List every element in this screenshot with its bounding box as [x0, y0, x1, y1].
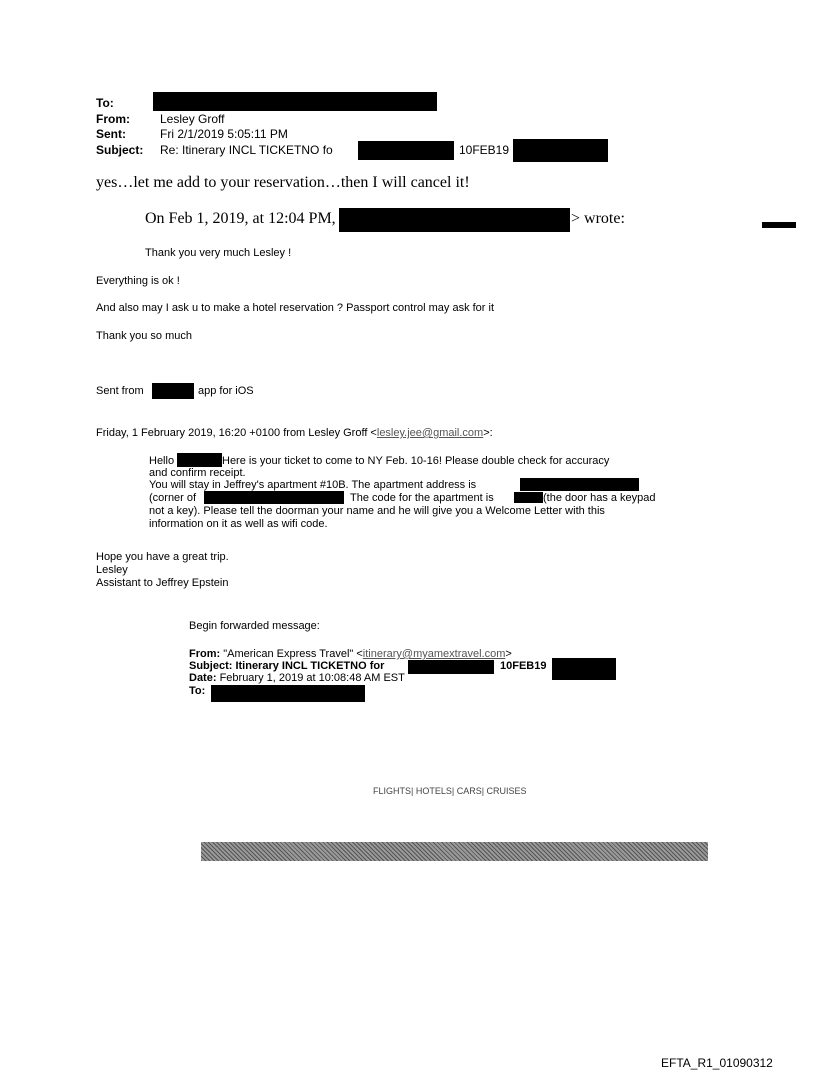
- redaction-bar: [358, 141, 454, 160]
- from-value: Lesley Groff: [160, 112, 225, 126]
- friday-prefix: Friday, 1 February 2019, 16:20 +0100 from Lesley Groff <: [96, 427, 377, 439]
- forwarded-begin: Begin forwarded message:: [189, 620, 320, 632]
- forwarded-subject-date: 10FEB19: [500, 660, 547, 672]
- forwarded-from-name: "American Express Travel" <: [220, 648, 363, 660]
- redaction-mark: [762, 222, 796, 228]
- sent-value: Fri 2/1/2019 5:05:11 PM: [160, 127, 288, 141]
- redaction-bar: [153, 92, 437, 111]
- forwarded-from-line: [189, 648, 512, 660]
- banner-image: [201, 842, 708, 861]
- sent-from-prefix: Sent from: [96, 385, 144, 397]
- travel-nav-links[interactable]: FLIGHTS| HOTELS| CARS| CRUISES: [373, 786, 527, 796]
- quote-on-suffix: > wrote:: [571, 210, 625, 227]
- redaction-bar: [204, 491, 344, 504]
- closing-line-1: Hope you have a great trip.: [96, 551, 229, 563]
- forwarded-date-value: February 1, 2019 at 10:08:48 AM EST: [216, 672, 405, 684]
- to-label: To:: [96, 96, 114, 110]
- forwarded-email-link[interactable]: itinerary@myamextravel.com: [362, 648, 506, 660]
- inner-line-3: You will stay in Jeffrey's apartment #10B. The apartment address is: [149, 479, 477, 491]
- forwarded-date-line: [189, 672, 405, 684]
- inner-line-5: not a key). Please tell the doorman your name and he will give you a Welcome Letter with this: [149, 505, 605, 517]
- redaction-bar: [408, 660, 494, 674]
- closing-line-3: Assistant to Jeffrey Epstein: [96, 577, 229, 589]
- subject-label: Subject:: [96, 143, 144, 157]
- friday-line: [96, 427, 493, 439]
- forwarded-date-label: Date:: [189, 672, 217, 684]
- redaction-bar: [552, 658, 616, 680]
- closing-line-2: Lesley: [96, 564, 128, 576]
- subject-prefix: Re: Itinerary INCL TICKETNO fo: [160, 143, 333, 157]
- quote-on-prefix: On Feb 1, 2019, at 12:04 PM,: [145, 210, 336, 227]
- forwarded-to-label: To:: [189, 685, 206, 697]
- redaction-bar: [339, 208, 570, 232]
- friday-suffix: >:: [483, 427, 493, 439]
- quote-line-3: And also may I ask u to make a hotel reservation ? Passport control may ask for it: [96, 302, 495, 314]
- hello-text: Hello: [149, 455, 175, 467]
- email-link[interactable]: lesley.jee@gmail.com: [376, 427, 484, 439]
- inner-line-1: Here is your ticket to come to NY Feb. 10-16! Please double check for accuracy: [222, 455, 610, 467]
- sent-from-suffix: app for iOS: [198, 385, 254, 397]
- inner-line-2: and confirm receipt.: [149, 467, 246, 479]
- inner-line-4a: (corner of: [149, 492, 197, 504]
- redaction-bar: [177, 453, 222, 467]
- redaction-bar: [513, 139, 608, 162]
- from-label: From:: [96, 112, 130, 126]
- quote-line-4: Thank you so much: [96, 330, 192, 342]
- redaction-bar: [520, 478, 639, 491]
- redaction-bar: [211, 685, 365, 702]
- forwarded-from-label: From:: [189, 648, 221, 660]
- inner-line-6: information on it as well as wifi code.: [149, 518, 328, 530]
- sent-label: Sent:: [96, 127, 126, 141]
- inner-line-4c: (the door has a keypad: [543, 492, 656, 504]
- document-id: EFTA_R1_01090312: [661, 1056, 773, 1070]
- reply-text: yes…let me add to your reservation…then I will cancel it!: [96, 174, 470, 191]
- redaction-bar: [514, 492, 543, 503]
- forwarded-subject-label: Subject: Itinerary INCL TICKETNO for: [189, 660, 385, 672]
- inner-line-4b: The code for the apartment is: [350, 492, 494, 504]
- redaction-bar: [152, 383, 194, 399]
- subject-date: 10FEB19: [459, 143, 510, 157]
- quote-line-1: Thank you very much Lesley !: [145, 247, 292, 259]
- forwarded-from-close: >: [505, 648, 512, 660]
- quote-line-2: Everything is ok !: [96, 275, 180, 287]
